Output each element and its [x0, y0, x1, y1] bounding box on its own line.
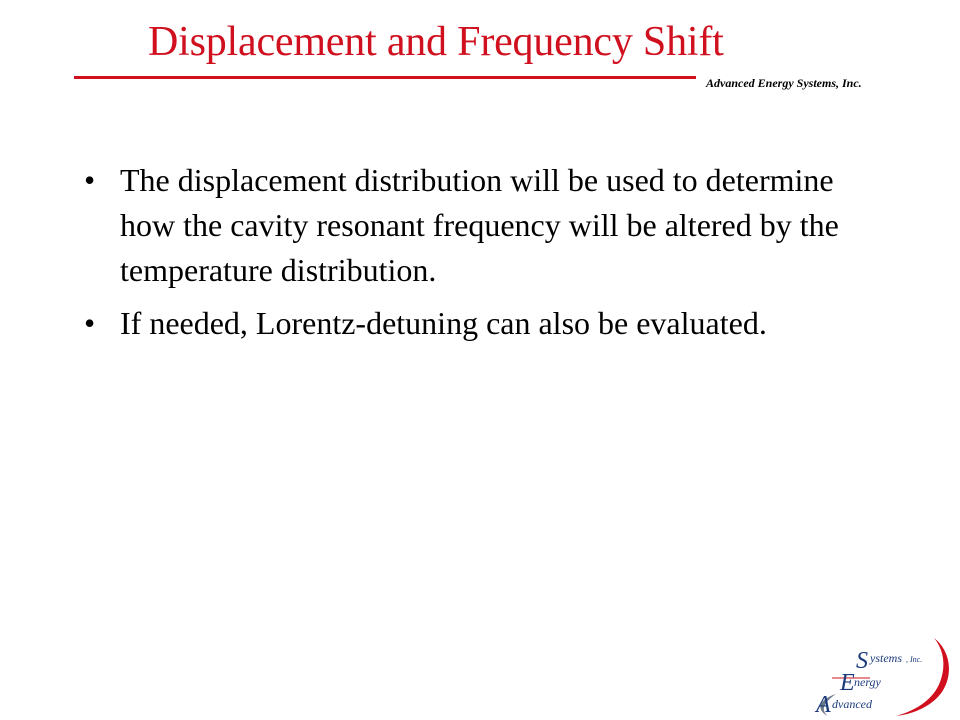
logo-inc-text: , Inc.: [906, 655, 923, 664]
logo-red-swoosh: [896, 638, 949, 716]
bullet-marker: •: [84, 305, 96, 341]
logo-energy-text: nergy: [854, 675, 881, 689]
slide-title: Displacement and Frequency Shift: [148, 19, 724, 65]
title-underline: [74, 76, 696, 79]
company-name: Advanced Energy Systems, Inc.: [706, 76, 862, 90]
aes-logo-icon: [808, 636, 956, 718]
logo-a-initial: A: [816, 692, 831, 718]
logo-s-initial: S: [856, 648, 868, 674]
bullet-list: [84, 158, 884, 354]
bullet-item-1: [84, 158, 884, 293]
bullet-marker: •: [84, 162, 96, 198]
bullet-text-2: If needed, Lorentz-detuning can also be evaluated.: [120, 305, 767, 341]
bullet-item-2: [84, 301, 884, 346]
logo-e-initial: E: [840, 670, 855, 696]
logo-advanced-text: dvanced: [832, 697, 872, 711]
logo-systems-text: ystems: [870, 651, 902, 665]
bullet-text-1: The displacement distribution will be used to determine how the cavity resonant frequency will be altered by the temperature distribution.: [120, 162, 839, 288]
